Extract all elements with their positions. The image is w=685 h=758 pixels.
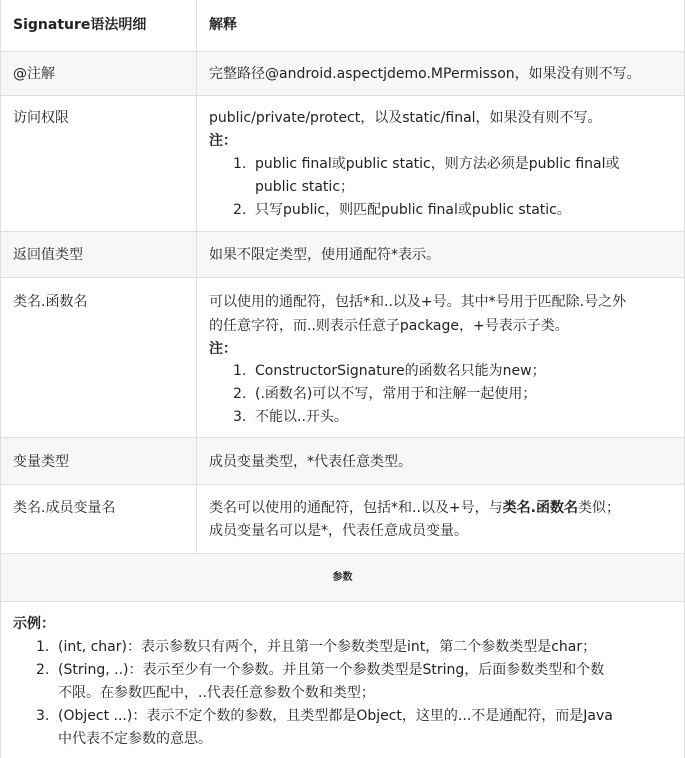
header-cell-syntax xyxy=(1,0,197,51)
row-explanation: 如果不限定类型，使用通配符*表示。 xyxy=(209,247,440,263)
list-item-text: 不能以..开头。 xyxy=(255,409,348,425)
row-explanation: 成员变量名可以是*，代表任意成员变量。 xyxy=(209,523,468,539)
row-explanation: public/private/protect，以及static/final，如果没有则不写。 xyxy=(209,110,602,126)
row-explanation: 完整路径@android.aspectjdemo.MPermisson，如果没有则不写。 xyxy=(209,66,641,82)
table-row-class-function xyxy=(1,278,684,438)
row-name-cell xyxy=(1,278,197,437)
row-name: 类名.函数名 xyxy=(13,294,88,310)
list-item-text: 不限。在参数匹配中，..代表任意参数个数和类型； xyxy=(58,685,375,701)
row-explanation-part: 类名可以使用的通配符，包括*和..以及+号，与 xyxy=(209,500,503,516)
table-row-return-type xyxy=(1,232,684,278)
row-name-cell xyxy=(1,232,197,277)
list-item-text: public static； xyxy=(255,179,355,195)
list-item-number: 2. xyxy=(233,202,247,218)
note-label: 注： xyxy=(209,341,237,357)
table-row-variable-type xyxy=(1,438,684,485)
note-label: 注： xyxy=(209,133,237,149)
example-label: 示例： xyxy=(13,616,55,632)
params-header-row xyxy=(1,554,684,602)
params-title: 参数 xyxy=(332,572,353,583)
header-syntax-label: Signature语法明细 xyxy=(13,17,147,33)
row-name-cell xyxy=(1,485,197,553)
list-item-text: (int, char)：表示参数只有两个，并且第一个参数类型是int，第二个参数类型是char； xyxy=(58,639,597,655)
row-explanation-part: 类似； xyxy=(577,500,620,516)
list-item-text: (String, ..)：表示至少有一个参数。并且第一个参数类型是String，后面参数类型和个数 xyxy=(58,662,605,678)
row-explanation-cell xyxy=(198,52,684,95)
list-item-text: (.函数名)可以不写，常用于和注解一起使用； xyxy=(255,386,537,402)
row-explanation xyxy=(209,499,620,517)
list-item-text: (Object ...)：表示不定个数的参数，且类型都是Object，这里的...不是通配符，而是Java xyxy=(58,708,613,724)
list-item-number: 1. xyxy=(233,363,247,379)
row-explanation-cell xyxy=(198,96,684,231)
table-row-class-member xyxy=(1,485,684,554)
row-explanation: 的任意字符，而..则表示任意子package，+号表示子类。 xyxy=(209,318,569,334)
list-item-text: ConstructorSignature的函数名只能为new； xyxy=(255,363,546,379)
table-row-access xyxy=(1,96,684,232)
list-item-text: 只写public，则匹配public final或public static。 xyxy=(255,202,571,218)
list-item-text: 中代表不定参数的意思。 xyxy=(58,731,212,747)
list-item-text: public final或public static，则方法必须是public final或 xyxy=(255,156,620,172)
row-name-cell xyxy=(1,52,197,95)
header-explanation-label: 解释 xyxy=(209,17,237,33)
list-item-number: 3. xyxy=(36,708,50,724)
row-explanation-cell xyxy=(198,438,684,484)
row-explanation-cell xyxy=(198,485,684,553)
row-name: 变量类型 xyxy=(13,454,69,470)
list-item-number: 2. xyxy=(36,662,50,678)
row-explanation-cell xyxy=(198,278,684,437)
row-name: 返回值类型 xyxy=(13,247,83,263)
row-name: 访问权限 xyxy=(13,110,69,126)
row-explanation-bold: 类名.函数名 xyxy=(502,500,578,516)
list-item-number: 2. xyxy=(233,386,247,402)
header-cell-explanation xyxy=(198,0,684,51)
list-item-number: 3. xyxy=(233,409,247,425)
row-name-cell xyxy=(1,438,197,484)
table-row-annotation xyxy=(1,52,684,96)
params-content-row xyxy=(1,602,684,758)
row-name: 类名.成员变量名 xyxy=(13,500,116,516)
row-name: @注解 xyxy=(13,66,55,82)
list-item-number: 1. xyxy=(233,156,247,172)
row-name-cell xyxy=(1,96,197,231)
list-item-number: 1. xyxy=(36,639,50,655)
row-explanation: 可以使用的通配符，包括*和..以及+号。其中*号用于匹配除.号之外 xyxy=(209,294,627,310)
table-header-row xyxy=(1,0,684,52)
row-explanation-cell xyxy=(198,232,684,277)
row-explanation: 成员变量类型，*代表任意类型。 xyxy=(209,454,412,470)
